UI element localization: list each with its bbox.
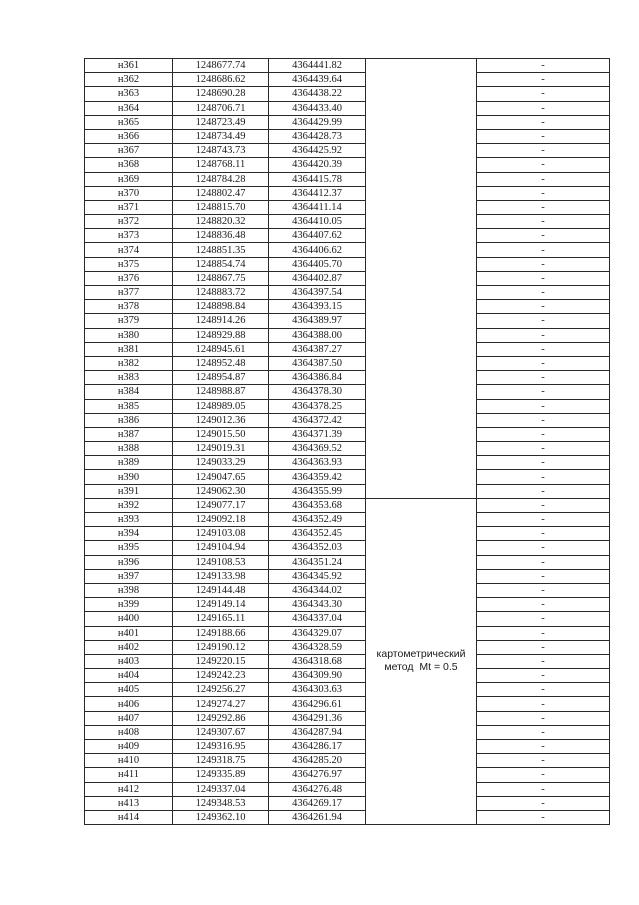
x-coordinate-cell: 1248867.75	[173, 271, 269, 285]
table-row	[85, 371, 610, 385]
x-coordinate-cell: 1248686.62	[173, 73, 269, 87]
table-row	[85, 342, 610, 356]
point-id-cell: н381	[85, 342, 173, 356]
y-coordinate-cell: 4364344.02	[269, 583, 366, 597]
x-coordinate-cell: 1248929.88	[173, 328, 269, 342]
point-id-cell: н410	[85, 754, 173, 768]
y-coordinate-cell: 4364425.92	[269, 144, 366, 158]
x-coordinate-cell: 1248768.11	[173, 158, 269, 172]
x-coordinate-cell: 1249335.89	[173, 768, 269, 782]
table-row	[85, 754, 610, 768]
x-coordinate-cell: 1249274.27	[173, 697, 269, 711]
table-row	[85, 768, 610, 782]
table-row	[85, 243, 610, 257]
x-coordinate-cell: 1248815.70	[173, 200, 269, 214]
y-coordinate-cell: 4364369.52	[269, 442, 366, 456]
y-coordinate-cell: 4364359.42	[269, 470, 366, 484]
note-cell: -	[477, 215, 610, 229]
note-cell: -	[477, 527, 610, 541]
x-coordinate-cell: 1248836.48	[173, 229, 269, 243]
point-id-cell: н383	[85, 371, 173, 385]
point-id-cell: н397	[85, 569, 173, 583]
y-coordinate-cell: 4364371.39	[269, 427, 366, 441]
note-cell: -	[477, 186, 610, 200]
y-coordinate-cell: 4364411.14	[269, 200, 366, 214]
y-coordinate-cell: 4364378.30	[269, 385, 366, 399]
point-id-cell: н374	[85, 243, 173, 257]
table-row	[85, 796, 610, 810]
x-coordinate-cell: 1249015.50	[173, 427, 269, 441]
y-coordinate-cell: 4364296.61	[269, 697, 366, 711]
table-row	[85, 73, 610, 87]
x-coordinate-cell: 1249337.04	[173, 782, 269, 796]
note-cell: -	[477, 513, 610, 527]
table-row	[85, 527, 610, 541]
point-id-cell: н382	[85, 356, 173, 370]
note-cell: -	[477, 59, 610, 73]
note-cell: -	[477, 442, 610, 456]
y-coordinate-cell: 4364363.93	[269, 456, 366, 470]
point-id-cell: н386	[85, 413, 173, 427]
point-id-cell: н389	[85, 456, 173, 470]
x-coordinate-cell: 1249047.65	[173, 470, 269, 484]
point-id-cell: н404	[85, 669, 173, 683]
point-id-cell: н392	[85, 498, 173, 512]
note-cell: -	[477, 768, 610, 782]
table-row	[85, 626, 610, 640]
note-cell: -	[477, 87, 610, 101]
empty-merged-cell	[366, 59, 477, 499]
point-id-cell: н396	[85, 555, 173, 569]
note-cell: -	[477, 569, 610, 583]
table-row	[85, 470, 610, 484]
y-coordinate-cell: 4364407.62	[269, 229, 366, 243]
note-cell: -	[477, 654, 610, 668]
point-id-cell: н372	[85, 215, 173, 229]
point-id-cell: н376	[85, 271, 173, 285]
x-coordinate-cell: 1249188.66	[173, 626, 269, 640]
x-coordinate-cell: 1249144.48	[173, 583, 269, 597]
point-id-cell: н387	[85, 427, 173, 441]
x-coordinate-cell: 1248989.05	[173, 399, 269, 413]
x-coordinate-cell: 1248914.26	[173, 314, 269, 328]
x-coordinate-cell: 1248784.28	[173, 172, 269, 186]
point-id-cell: н394	[85, 527, 173, 541]
x-coordinate-cell: 1248954.87	[173, 371, 269, 385]
point-id-cell: н377	[85, 286, 173, 300]
point-id-cell: н408	[85, 725, 173, 739]
x-coordinate-cell: 1249165.11	[173, 612, 269, 626]
x-coordinate-cell: 1249292.86	[173, 711, 269, 725]
table-row	[85, 399, 610, 413]
method-line-2: метод Mt = 0.5	[384, 661, 458, 674]
note-cell: -	[477, 796, 610, 810]
y-coordinate-cell: 4364328.59	[269, 640, 366, 654]
point-id-cell: н388	[85, 442, 173, 456]
method-line-1: картометрический	[376, 648, 466, 661]
x-coordinate-cell: 1248723.49	[173, 115, 269, 129]
table-row	[85, 385, 610, 399]
x-coordinate-cell: 1249149.14	[173, 598, 269, 612]
x-coordinate-cell: 1249190.12	[173, 640, 269, 654]
y-coordinate-cell: 4364269.17	[269, 796, 366, 810]
y-coordinate-cell: 4364355.99	[269, 484, 366, 498]
x-coordinate-cell: 1248802.47	[173, 186, 269, 200]
x-coordinate-cell: 1249019.31	[173, 442, 269, 456]
y-coordinate-cell: 4364372.42	[269, 413, 366, 427]
y-coordinate-cell: 4364352.49	[269, 513, 366, 527]
table-row	[85, 740, 610, 754]
point-id-cell: н407	[85, 711, 173, 725]
y-coordinate-cell: 4364388.00	[269, 328, 366, 342]
point-id-cell: н373	[85, 229, 173, 243]
y-coordinate-cell: 4364343.30	[269, 598, 366, 612]
y-coordinate-cell: 4364261.94	[269, 810, 366, 824]
table-row	[85, 427, 610, 441]
note-cell: -	[477, 229, 610, 243]
y-coordinate-cell: 4364286.17	[269, 740, 366, 754]
y-coordinate-cell: 4364337.04	[269, 612, 366, 626]
table-row	[85, 158, 610, 172]
y-coordinate-cell: 4364441.82	[269, 59, 366, 73]
x-coordinate-cell: 1249307.67	[173, 725, 269, 739]
y-coordinate-cell: 4364309.90	[269, 669, 366, 683]
note-cell: -	[477, 342, 610, 356]
table-row	[85, 115, 610, 129]
x-coordinate-cell: 1248945.61	[173, 342, 269, 356]
point-id-cell: н414	[85, 810, 173, 824]
x-coordinate-cell: 1248706.71	[173, 101, 269, 115]
y-coordinate-cell: 4364428.73	[269, 129, 366, 143]
point-id-cell: н393	[85, 513, 173, 527]
table-row	[85, 442, 610, 456]
table-row	[85, 144, 610, 158]
point-id-cell: н390	[85, 470, 173, 484]
x-coordinate-cell: 1249133.98	[173, 569, 269, 583]
point-id-cell: н409	[85, 740, 173, 754]
x-coordinate-cell: 1249062.30	[173, 484, 269, 498]
note-cell: -	[477, 129, 610, 143]
note-cell: -	[477, 484, 610, 498]
table-row	[85, 456, 610, 470]
x-coordinate-cell: 1248690.28	[173, 87, 269, 101]
table-row	[85, 413, 610, 427]
note-cell: -	[477, 243, 610, 257]
point-id-cell: н378	[85, 300, 173, 314]
y-coordinate-cell: 4364318.68	[269, 654, 366, 668]
x-coordinate-cell: 1249077.17	[173, 498, 269, 512]
x-coordinate-cell: 1248883.72	[173, 286, 269, 300]
note-cell: -	[477, 115, 610, 129]
note-cell: -	[477, 810, 610, 824]
y-coordinate-cell: 4364429.99	[269, 115, 366, 129]
point-id-cell: н400	[85, 612, 173, 626]
y-coordinate-cell: 4364291.36	[269, 711, 366, 725]
note-cell: -	[477, 725, 610, 739]
point-id-cell: н385	[85, 399, 173, 413]
point-id-cell: н406	[85, 697, 173, 711]
note-cell: -	[477, 371, 610, 385]
x-coordinate-cell: 1249033.29	[173, 456, 269, 470]
note-cell: -	[477, 200, 610, 214]
table-row	[85, 87, 610, 101]
note-cell: -	[477, 257, 610, 271]
note-cell: -	[477, 328, 610, 342]
note-cell: -	[477, 413, 610, 427]
point-id-cell: н367	[85, 144, 173, 158]
y-coordinate-cell: 4364438.22	[269, 87, 366, 101]
table-row	[85, 598, 610, 612]
table-row	[85, 541, 610, 555]
point-id-cell: н395	[85, 541, 173, 555]
method-cell	[366, 498, 477, 824]
x-coordinate-cell: 1249104.94	[173, 541, 269, 555]
y-coordinate-cell: 4364345.92	[269, 569, 366, 583]
table-row	[85, 513, 610, 527]
table-row	[85, 215, 610, 229]
note-cell: -	[477, 754, 610, 768]
y-coordinate-cell: 4364406.62	[269, 243, 366, 257]
table-row	[85, 583, 610, 597]
x-coordinate-cell: 1248898.84	[173, 300, 269, 314]
note-cell: -	[477, 314, 610, 328]
y-coordinate-cell: 4364393.15	[269, 300, 366, 314]
point-id-cell: н370	[85, 186, 173, 200]
y-coordinate-cell: 4364386.84	[269, 371, 366, 385]
table-row	[85, 711, 610, 725]
point-id-cell: н398	[85, 583, 173, 597]
point-id-cell: н403	[85, 654, 173, 668]
table-row	[85, 200, 610, 214]
table-row	[85, 725, 610, 739]
x-coordinate-cell: 1249348.53	[173, 796, 269, 810]
x-coordinate-cell: 1248743.73	[173, 144, 269, 158]
note-cell: -	[477, 498, 610, 512]
point-id-cell: н361	[85, 59, 173, 73]
note-cell: -	[477, 286, 610, 300]
point-id-cell: н391	[85, 484, 173, 498]
point-id-cell: н405	[85, 683, 173, 697]
note-cell: -	[477, 73, 610, 87]
note-cell: -	[477, 101, 610, 115]
note-cell: -	[477, 399, 610, 413]
table-row	[85, 172, 610, 186]
note-cell: -	[477, 626, 610, 640]
note-cell: -	[477, 612, 610, 626]
table-row	[85, 697, 610, 711]
table-row	[85, 59, 610, 73]
y-coordinate-cell: 4364405.70	[269, 257, 366, 271]
point-id-cell: н375	[85, 257, 173, 271]
table-row	[85, 257, 610, 271]
note-cell: -	[477, 456, 610, 470]
point-id-cell: н380	[85, 328, 173, 342]
table-row	[85, 101, 610, 115]
note-cell: -	[477, 583, 610, 597]
y-coordinate-cell: 4364303.63	[269, 683, 366, 697]
x-coordinate-cell: 1249012.36	[173, 413, 269, 427]
note-cell: -	[477, 271, 610, 285]
point-id-cell: н413	[85, 796, 173, 810]
note-cell: -	[477, 356, 610, 370]
point-id-cell: н368	[85, 158, 173, 172]
coordinates-table	[84, 58, 610, 825]
y-coordinate-cell: 4364420.39	[269, 158, 366, 172]
table-row	[85, 356, 610, 370]
table-row	[85, 669, 610, 683]
note-cell: -	[477, 598, 610, 612]
y-coordinate-cell: 4364329.07	[269, 626, 366, 640]
y-coordinate-cell: 4364352.03	[269, 541, 366, 555]
y-coordinate-cell: 4364287.94	[269, 725, 366, 739]
note-cell: -	[477, 385, 610, 399]
table-row	[85, 286, 610, 300]
note-cell: -	[477, 711, 610, 725]
y-coordinate-cell: 4364439.64	[269, 73, 366, 87]
y-coordinate-cell: 4364351.24	[269, 555, 366, 569]
table-row	[85, 229, 610, 243]
point-id-cell: н365	[85, 115, 173, 129]
note-cell: -	[477, 470, 610, 484]
table-row	[85, 498, 610, 512]
y-coordinate-cell: 4364276.48	[269, 782, 366, 796]
note-cell: -	[477, 158, 610, 172]
note-cell: -	[477, 782, 610, 796]
table-row	[85, 612, 610, 626]
point-id-cell: н364	[85, 101, 173, 115]
x-coordinate-cell: 1248988.87	[173, 385, 269, 399]
y-coordinate-cell: 4364415.78	[269, 172, 366, 186]
point-id-cell: н369	[85, 172, 173, 186]
x-coordinate-cell: 1249316.95	[173, 740, 269, 754]
point-id-cell: н399	[85, 598, 173, 612]
y-coordinate-cell: 4364276.97	[269, 768, 366, 782]
x-coordinate-cell: 1249242.23	[173, 669, 269, 683]
x-coordinate-cell: 1248854.74	[173, 257, 269, 271]
y-coordinate-cell: 4364387.27	[269, 342, 366, 356]
x-coordinate-cell: 1249256.27	[173, 683, 269, 697]
table-row	[85, 300, 610, 314]
point-id-cell: н412	[85, 782, 173, 796]
table-row	[85, 271, 610, 285]
y-coordinate-cell: 4364433.40	[269, 101, 366, 115]
y-coordinate-cell: 4364402.87	[269, 271, 366, 285]
table-row	[85, 683, 610, 697]
point-id-cell: н384	[85, 385, 173, 399]
y-coordinate-cell: 4364387.50	[269, 356, 366, 370]
y-coordinate-cell: 4364353.68	[269, 498, 366, 512]
note-cell: -	[477, 640, 610, 654]
coordinates-table-body	[85, 59, 610, 825]
table-row	[85, 569, 610, 583]
x-coordinate-cell: 1249318.75	[173, 754, 269, 768]
y-coordinate-cell: 4364389.97	[269, 314, 366, 328]
table-row	[85, 640, 610, 654]
y-coordinate-cell: 4364352.45	[269, 527, 366, 541]
point-id-cell: н366	[85, 129, 173, 143]
point-id-cell: н362	[85, 73, 173, 87]
note-cell: -	[477, 541, 610, 555]
y-coordinate-cell: 4364410.05	[269, 215, 366, 229]
note-cell: -	[477, 697, 610, 711]
table-row	[85, 484, 610, 498]
note-cell: -	[477, 683, 610, 697]
y-coordinate-cell: 4364412.37	[269, 186, 366, 200]
x-coordinate-cell: 1249092.18	[173, 513, 269, 527]
x-coordinate-cell: 1249103.08	[173, 527, 269, 541]
table-row	[85, 186, 610, 200]
x-coordinate-cell: 1248677.74	[173, 59, 269, 73]
table-row	[85, 129, 610, 143]
note-cell: -	[477, 740, 610, 754]
point-id-cell: н379	[85, 314, 173, 328]
point-id-cell: н363	[85, 87, 173, 101]
x-coordinate-cell: 1249108.53	[173, 555, 269, 569]
note-cell: -	[477, 555, 610, 569]
table-row	[85, 654, 610, 668]
table-row	[85, 555, 610, 569]
point-id-cell: н402	[85, 640, 173, 654]
y-coordinate-cell: 4364285.20	[269, 754, 366, 768]
note-cell: -	[477, 669, 610, 683]
x-coordinate-cell: 1248734.49	[173, 129, 269, 143]
x-coordinate-cell: 1249362.10	[173, 810, 269, 824]
point-id-cell: н401	[85, 626, 173, 640]
x-coordinate-cell: 1248820.32	[173, 215, 269, 229]
point-id-cell: н371	[85, 200, 173, 214]
y-coordinate-cell: 4364397.54	[269, 286, 366, 300]
x-coordinate-cell: 1248952.48	[173, 356, 269, 370]
point-id-cell: н411	[85, 768, 173, 782]
note-cell: -	[477, 427, 610, 441]
x-coordinate-cell: 1248851.35	[173, 243, 269, 257]
table-row	[85, 328, 610, 342]
x-coordinate-cell: 1249220.15	[173, 654, 269, 668]
note-cell: -	[477, 300, 610, 314]
table-row	[85, 810, 610, 824]
y-coordinate-cell: 4364378.25	[269, 399, 366, 413]
table-row	[85, 782, 610, 796]
table-row	[85, 314, 610, 328]
note-cell: -	[477, 172, 610, 186]
note-cell: -	[477, 144, 610, 158]
